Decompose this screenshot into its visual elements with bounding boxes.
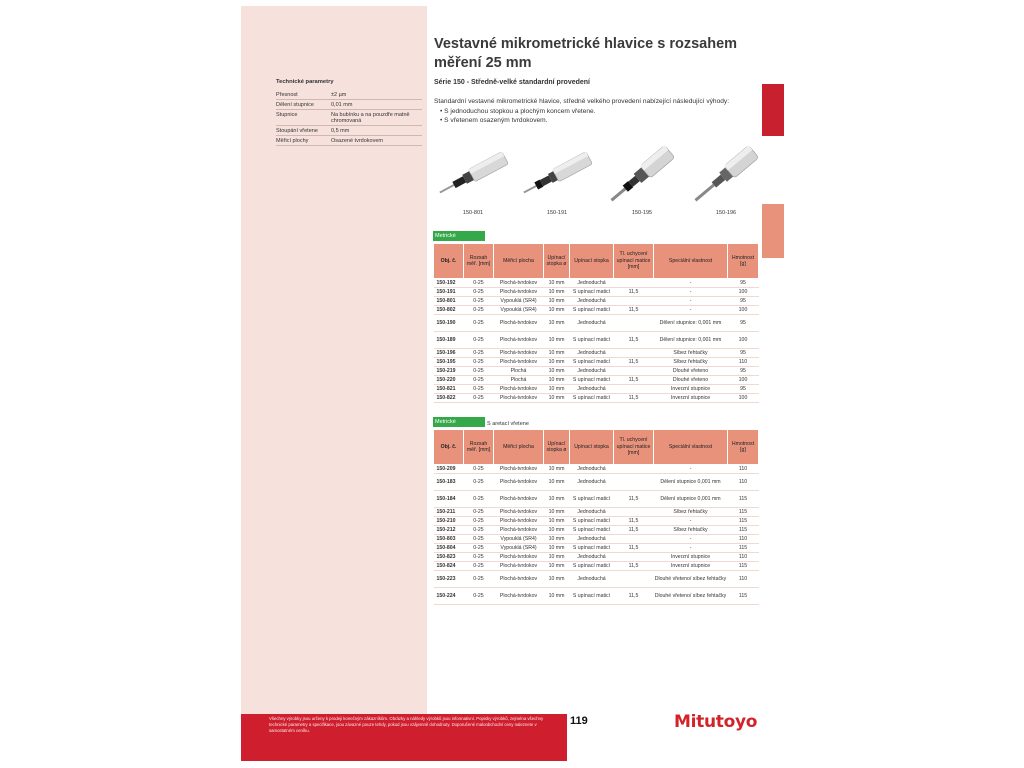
table-cell: S upínací maticí [570,588,614,605]
table-cell: S upínací maticí [570,394,614,403]
table-cell: 11,5 [614,332,654,349]
table-cell: 0-25 [464,517,494,526]
table-cell [614,465,654,474]
table-cell: - [654,465,728,474]
table-cell: 10 mm [544,315,570,332]
table-row [434,358,759,367]
table-cell: 150-821 [434,385,464,394]
table-header: Upínací stopka ø [544,430,570,465]
table-row [434,367,759,376]
table-cell: Plochá-tvrdokov [494,474,544,491]
table-cell: 0-25 [464,474,494,491]
table-row [434,553,759,562]
table-cell: Vypouklá (SR4) [494,297,544,306]
technical-specs [276,79,422,146]
table-cell: 150-184 [434,491,464,508]
table-cell [614,571,654,588]
table-cell: 115 [728,544,759,553]
table-row [434,315,759,332]
table-cell: Plochá-tvrdokov [494,332,544,349]
table-header: Obj. č. [434,244,464,279]
table-cell: 11,5 [614,544,654,553]
table-cell: Plochá-tvrdokov [494,571,544,588]
table-cell: 10 mm [544,553,570,562]
table-cell: Síbez řehtačky [654,508,728,517]
table-row [434,562,759,571]
table-cell: 10 mm [544,297,570,306]
table-cell: 150-183 [434,474,464,491]
table-cell: 10 mm [544,306,570,315]
table2-note: S aretací vřetene [487,421,529,427]
table-cell: 115 [728,588,759,605]
table-header: Upínací stopka [570,430,614,465]
product-image-150-191 [512,136,602,216]
table-cell: - [654,544,728,553]
table-cell: Síbez řehtačky [654,349,728,358]
table-cell: 10 mm [544,491,570,508]
table-cell: 10 mm [544,367,570,376]
table-cell: 100 [728,332,759,349]
table-cell: Plochá-tvrdokov [494,526,544,535]
spec-value: Na bubínku a na pouzdře matně chromovaná [331,111,410,124]
table-cell: - [654,279,728,288]
table-cell: S upínací maticí [570,306,614,315]
table-cell: 11,5 [614,491,654,508]
table-row [434,306,759,315]
table-cell: 11,5 [614,517,654,526]
table-cell [614,553,654,562]
spec-row [276,90,422,100]
table-header: Tl. uchycení upínací matice [mm] [614,430,654,465]
table-cell: Inverzní stupnice [654,553,728,562]
table-cell: Plochá-tvrdokov [494,553,544,562]
table-cell: 150-802 [434,306,464,315]
table-cell: 150-191 [434,288,464,297]
table-cell: 10 mm [544,571,570,588]
table-cell: 150-803 [434,535,464,544]
table-cell: - [654,288,728,297]
table-cell: Plochá-tvrdokov [494,394,544,403]
table1-badge: Metrické [433,231,485,241]
table-cell: Jednoduchá [570,508,614,517]
table-cell: S upínací maticí [570,332,614,349]
table-cell: Plochá-tvrdokov [494,588,544,605]
table-cell: Plochá-tvrdokov [494,349,544,358]
table-cell: 0-25 [464,349,494,358]
table-row [434,474,759,491]
table-cell: 150-223 [434,571,464,588]
table-header: Měřicí plocha [494,430,544,465]
table-cell: 95 [728,385,759,394]
table-cell: 110 [728,535,759,544]
table-cell: 115 [728,491,759,508]
spec-row [276,100,422,110]
product-label: 150-196 [715,210,737,216]
table-cell: 10 mm [544,535,570,544]
table-cell: Inverzní stupnice [654,385,728,394]
table-cell: 150-211 [434,508,464,517]
table-cell: 95 [728,279,759,288]
table-row [434,279,759,288]
table-cell: 150-823 [434,553,464,562]
table-row [434,332,759,349]
table-cell: Jednoduchá [570,553,614,562]
table-cell: Jednoduchá [570,349,614,358]
table-cell: 115 [728,562,759,571]
table-cell [614,535,654,544]
table-cell: Plochá-tvrdokov [494,562,544,571]
section-tab-red [762,84,784,136]
table-cell: Síbez řehtačky [654,358,728,367]
table-cell: 95 [728,367,759,376]
spec-value: Osazené tvrdokovem [331,137,383,144]
table-cell: Jednoduchá [570,279,614,288]
table-cell: 100 [728,288,759,297]
table-cell: 11,5 [614,394,654,403]
table-cell: 150-195 [434,358,464,367]
table-cell: - [654,297,728,306]
table-cell: 110 [728,474,759,491]
table-cell: Jednoduchá [570,385,614,394]
table-cell: - [654,517,728,526]
table-cell: 150-196 [434,349,464,358]
table-cell [614,349,654,358]
table-row [434,288,759,297]
table-cell: Jednoduchá [570,474,614,491]
table-cell: Jednoduchá [570,315,614,332]
table-cell: 150-824 [434,562,464,571]
spec-value: 0,5 mm [331,127,350,134]
table-cell: 0-25 [464,465,494,474]
page-title: Vestavné mikrometrické hlavice s rozsahem měření 25 mm [434,36,738,71]
table-cell: Dlouhé vřeteno [654,376,728,385]
table-cell: S upínací maticí [570,544,614,553]
product-label: 150-191 [546,210,568,216]
table-cell: 0-25 [464,297,494,306]
table-cell [614,367,654,376]
table-cell: 100 [728,394,759,403]
table-row [434,588,759,605]
table-row [434,517,759,526]
table-cell: Dělení stupnice: 0,001 mm [654,315,728,332]
table-cell: Plochá [494,376,544,385]
table-cell: S upínací maticí [570,526,614,535]
table-cell: 150-220 [434,376,464,385]
bullet-item: • S jednoduchou stopkou a plochým koncem vřetene. [440,107,764,117]
intro-text [434,97,764,126]
table-row [434,385,759,394]
table-row [434,349,759,358]
table-cell: 0-25 [464,526,494,535]
table-cell: S upínací maticí [570,562,614,571]
table-cell: 11,5 [614,306,654,315]
table-cell: 110 [728,553,759,562]
table-cell: 0-25 [464,315,494,332]
table-header: Upínací stopka [570,244,614,279]
table-cell: Dělení stupnice 0,001 mm [654,474,728,491]
table-cell: 110 [728,465,759,474]
table-row [434,465,759,474]
table-header: Speciální vlastnost [654,430,728,465]
table-cell: Plochá-tvrdokov [494,279,544,288]
table-header: Hmotnost [g] [728,430,759,465]
table-cell: 95 [728,349,759,358]
table-cell: 115 [728,517,759,526]
table-row [434,297,759,306]
table-header: Rozsah měř. [mm] [464,430,494,465]
table-cell: 0-25 [464,553,494,562]
table-cell: 0-25 [464,508,494,517]
table-cell: 150-801 [434,297,464,306]
table-cell: 0-25 [464,394,494,403]
mitutoyo-logo: Mitutoyo [674,712,758,732]
bullet-item: • S vřetenem osazeným tvrdokovem. [440,116,764,126]
table-cell: 150-224 [434,588,464,605]
table-cell: 10 mm [544,358,570,367]
table-cell: Plochá [494,367,544,376]
table-cell: 10 mm [544,544,570,553]
table-cell: 150-212 [434,526,464,535]
table-cell: Plochá-tvrdokov [494,517,544,526]
table-cell: Plochá-tvrdokov [494,315,544,332]
table-cell: 10 mm [544,332,570,349]
table-cell: 150-822 [434,394,464,403]
table-cell: 10 mm [544,588,570,605]
table-cell: 0-25 [464,306,494,315]
table-cell: 0-25 [464,367,494,376]
table-row [434,508,759,517]
table-row [434,376,759,385]
table-cell: 10 mm [544,385,570,394]
table-cell: 10 mm [544,474,570,491]
spec-key: Stupnice [276,111,298,118]
table-cell: 10 mm [544,394,570,403]
table-cell: 0-25 [464,358,494,367]
table-header: Hmotnost [g] [728,244,759,279]
table-cell: 0-25 [464,332,494,349]
table-cell: Jednoduchá [570,535,614,544]
table-cell: 100 [728,376,759,385]
table-cell: - [654,306,728,315]
table-cell: Dlouhé vřeteno/ síbez řehtačky [654,588,728,605]
table-cell: 150-210 [434,517,464,526]
spec-row [276,136,422,146]
table-cell: 150-192 [434,279,464,288]
table-header: Obj. č. [434,430,464,465]
table-cell: Inverzní stupnice [654,394,728,403]
table-cell: 11,5 [614,562,654,571]
table-cell: 0-25 [464,279,494,288]
page-number: 119 [570,715,588,727]
table-cell: 0-25 [464,376,494,385]
table-cell: 150-190 [434,315,464,332]
table-cell: 10 mm [544,376,570,385]
spec-key: Stoupání vřetene [276,127,318,134]
table-cell [614,385,654,394]
spec-key: Přesnost [276,91,298,98]
table-cell: 110 [728,571,759,588]
table-cell: 115 [728,526,759,535]
table-row [434,535,759,544]
table-header: Rozsah měř. [mm] [464,244,494,279]
table-cell: 150-209 [434,465,464,474]
table-cell: 10 mm [544,517,570,526]
table-cell: 110 [728,358,759,367]
table-row [434,571,759,588]
table-cell: Plochá-tvrdokov [494,491,544,508]
table-header: Speciální vlastnost [654,244,728,279]
table-cell [614,279,654,288]
spec-key: Dělení stupnice [276,101,314,108]
table-cell: 0-25 [464,571,494,588]
table-cell: Vypouklá (SR4) [494,544,544,553]
table-cell: Jednoduchá [570,367,614,376]
table-cell: Plochá-tvrdokov [494,508,544,517]
table-cell: Jednoduchá [570,297,614,306]
table-cell: 0-25 [464,588,494,605]
table1 [433,243,759,403]
table-cell: 0-25 [464,562,494,571]
page-subtitle: Série 150 - Středně-velké standardní provedení [434,79,591,86]
table-cell: 10 mm [544,526,570,535]
table-cell [614,297,654,306]
table-cell: S upínací maticí [570,491,614,508]
table-cell: 95 [728,297,759,306]
table-cell: Dlouhé vřeteno/ síbez řehtačky [654,571,728,588]
table-cell: 10 mm [544,349,570,358]
table-cell: Plochá-tvrdokov [494,465,544,474]
table-cell: 11,5 [614,288,654,297]
table2 [433,429,759,605]
table-cell: 10 mm [544,279,570,288]
table-cell: 150-219 [434,367,464,376]
table-cell: 10 mm [544,508,570,517]
table2-badge: Metrické [433,417,485,427]
table-cell: 115 [728,508,759,517]
table-cell: Vypouklá (SR4) [494,535,544,544]
table-cell: Plochá-tvrdokov [494,385,544,394]
table-cell: Jednoduchá [570,571,614,588]
table-header: Měřicí plocha [494,244,544,279]
table-row [434,394,759,403]
table-cell: Plochá-tvrdokov [494,358,544,367]
product-image-150-196 [681,136,771,216]
spec-key: Měřicí plochy [276,137,309,144]
table-cell: Vypouklá (SR4) [494,306,544,315]
table-cell: S upínací maticí [570,376,614,385]
spec-value: ±2 µm [331,91,347,98]
table-cell: 150-189 [434,332,464,349]
spec-row [276,110,422,126]
spec-row [276,126,422,136]
table-cell: 100 [728,306,759,315]
specs-heading: Technické parametry [276,79,334,85]
product-image-150-195 [597,136,687,216]
table-cell: S upínací maticí [570,288,614,297]
spec-value: 0,01 mm [331,101,353,108]
table-cell: 10 mm [544,465,570,474]
table-cell: Plochá-tvrdokov [494,288,544,297]
table-row [434,526,759,535]
table-cell: Dlouhé vřeteno [654,367,728,376]
table-cell: 0-25 [464,491,494,508]
table-cell [614,508,654,517]
table-row [434,491,759,508]
table-cell: Dělení stupnice 0,001 mm [654,491,728,508]
table-cell: Jednoduchá [570,465,614,474]
intro-paragraph: Standardní vestavné mikrometrické hlavice, středně velkého provedení nabízející následující výhody: [434,98,730,105]
table-cell: - [654,535,728,544]
table-cell: 10 mm [544,562,570,571]
table-cell: Dělení stupnice: 0,001 mm [654,332,728,349]
table-header: Tl. uchycení upínací matice [mm] [614,244,654,279]
table-cell: Síbez řehtačky [654,526,728,535]
product-image-150-801 [428,136,518,216]
table-cell [614,474,654,491]
table-header: Upínací stopka ø [544,244,570,279]
table-cell: 0-25 [464,288,494,297]
table-cell: 0-25 [464,544,494,553]
table-cell: Inverzní stupnice [654,562,728,571]
footer-disclaimer: Všechny výrobky jsou určeny k prodeji konečným zákazníkům. Obrázky a náhledy výrobků jsou informativní. Popisky výrobků, zejména všechny technické parametry a specifikace, jsou závazné pouze tehdy, pokud jsou vzájemně dohodnuty. Doporučené maloobchodní ceny naleznete v samostatném ceníku. [269,716,544,733]
table-cell: 0-25 [464,385,494,394]
table-cell: S upínací maticí [570,358,614,367]
table-cell: 10 mm [544,288,570,297]
table-cell: 95 [728,315,759,332]
product-label: 150-801 [462,210,484,216]
product-label: 150-195 [631,210,653,216]
table-cell [614,315,654,332]
table-cell: 0-25 [464,535,494,544]
table-cell: S upínací maticí [570,517,614,526]
table-cell: 11,5 [614,588,654,605]
table-cell: 11,5 [614,526,654,535]
table-row [434,544,759,553]
table-cell: 11,5 [614,358,654,367]
table-cell: 150-804 [434,544,464,553]
table-cell: 11,5 [614,376,654,385]
